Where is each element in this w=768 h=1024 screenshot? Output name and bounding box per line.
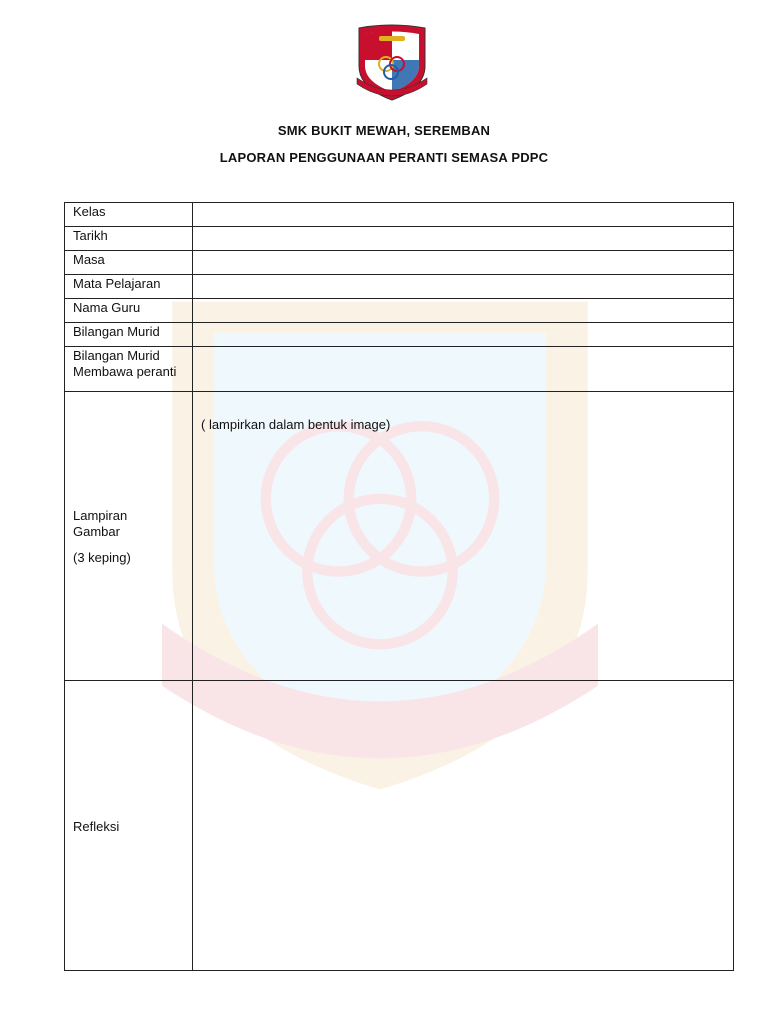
attachment-note: ( lampirkan dalam bentuk image) xyxy=(201,417,391,432)
label-line: (3 keping) xyxy=(73,549,131,565)
label-bilangan-murid: Bilangan Murid xyxy=(65,323,193,347)
row-nama-guru xyxy=(65,299,734,323)
field-tarikh[interactable] xyxy=(193,227,734,251)
label-nama-guru: Nama Guru xyxy=(65,299,193,323)
school-crest-logo xyxy=(351,22,433,102)
field-kelas[interactable] xyxy=(193,203,734,227)
label-line: Lampiran xyxy=(73,507,128,523)
label-tarikh: Tarikh xyxy=(65,227,193,251)
label-lampiran-gambar xyxy=(65,392,193,681)
report-title-heading: LAPORAN PENGGUNAAN PERANTI SEMASA PDPC xyxy=(219,150,549,165)
row-kelas xyxy=(65,203,734,227)
field-masa[interactable] xyxy=(193,251,734,275)
row-bilangan-murid xyxy=(65,323,734,347)
field-bilangan-murid[interactable] xyxy=(193,323,734,347)
field-nama-guru[interactable] xyxy=(193,299,734,323)
label-masa: Masa xyxy=(65,251,193,275)
label-line: Membawa peranti xyxy=(73,364,177,379)
row-refleksi xyxy=(65,681,734,971)
field-lampiran-gambar[interactable] xyxy=(193,392,734,681)
label-kelas: Kelas xyxy=(65,203,193,227)
field-refleksi[interactable] xyxy=(193,681,734,971)
school-name-heading: SMK BUKIT MEWAH, SEREMBAN xyxy=(277,123,491,138)
field-bilangan-murid-membawa-peranti[interactable] xyxy=(193,347,734,392)
report-form-table xyxy=(64,202,734,971)
label-line: Bilangan Murid xyxy=(73,348,160,363)
label-mata-pelajaran: Mata Pelajaran xyxy=(65,275,193,299)
row-bilangan-murid-membawa-peranti xyxy=(65,347,734,392)
row-mata-pelajaran xyxy=(65,275,734,299)
row-tarikh xyxy=(65,227,734,251)
label-refleksi: Refleksi xyxy=(65,681,193,971)
field-mata-pelajaran[interactable] xyxy=(193,275,734,299)
row-lampiran-gambar xyxy=(65,392,734,681)
label-line: Gambar xyxy=(73,523,120,539)
row-masa xyxy=(65,251,734,275)
label-bilangan-murid-membawa-peranti xyxy=(65,347,193,392)
